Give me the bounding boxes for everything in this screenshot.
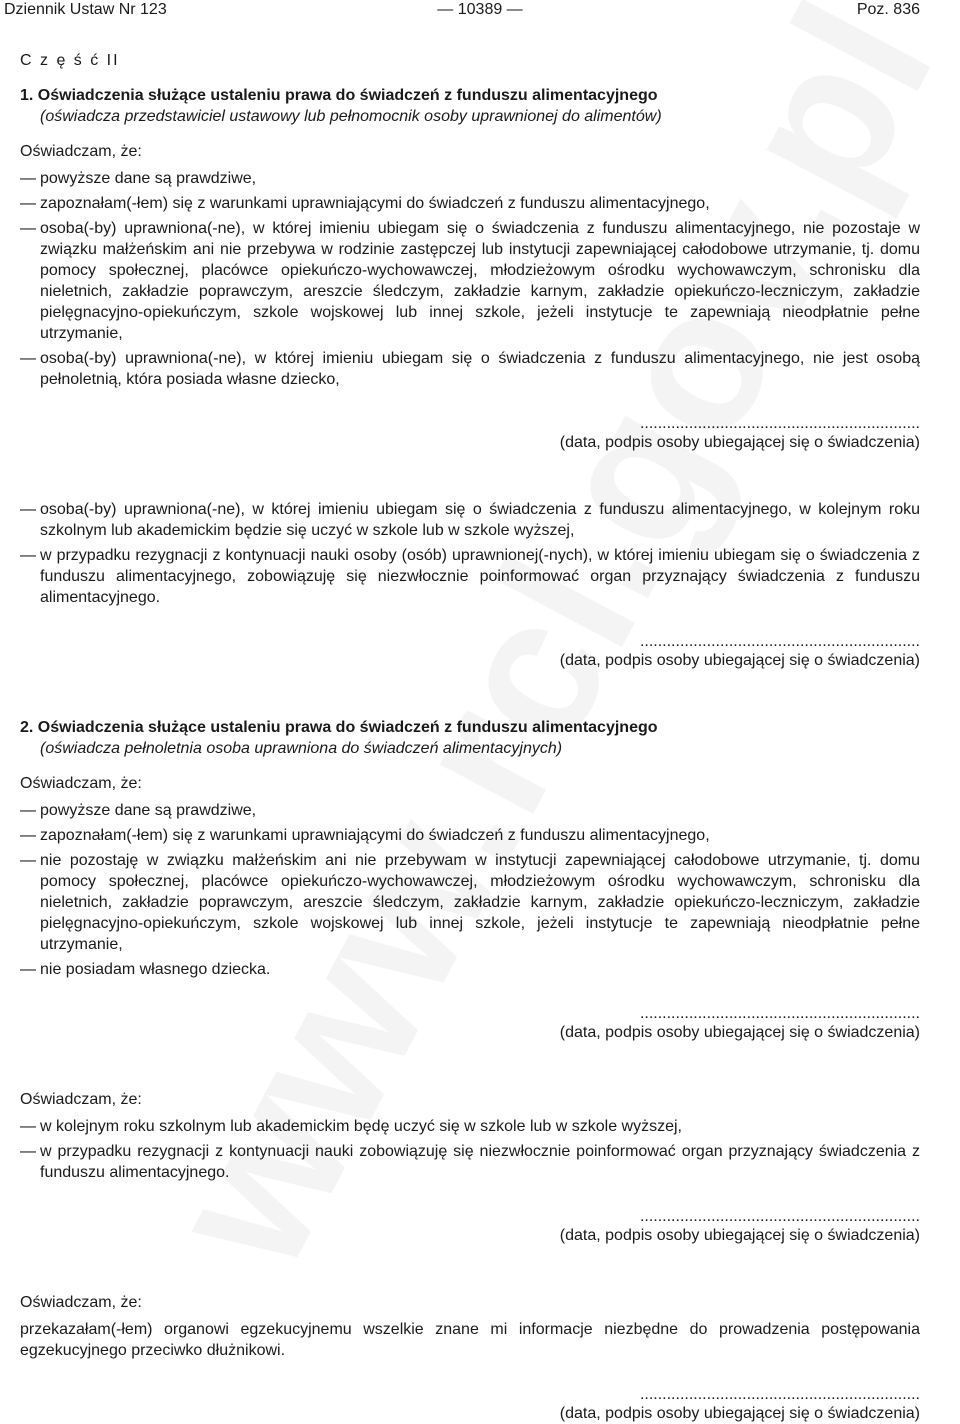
- declaration-paragraph: przekazałam(-łem) organowi egzekucyjnemu wszelkie znane mi informacje niezbędne do prowadzenia postępowania egzekucyjnego przeciwko dłużnikowi.: [20, 1321, 920, 1359]
- list-item: — w kolejnym roku szkolnym lub akademickim będę uczyć się w szkole lub w szkole wyższej,: [20, 1118, 682, 1135]
- list-item: — w przypadku rezygnacji z kontynuacji nauki zobowiązuję się niezwłocznie poinformować organ przyznający świadczenia z funduszu alimentacyjnego.: [20, 1143, 920, 1181]
- signature-caption: (data, podpis osoby ubiegającej się o świadczenia): [559, 1024, 920, 1041]
- signature-block: [20, 634, 920, 671]
- declaration-label: Oświadczam, że:: [20, 143, 142, 160]
- list-item: — powyższe dane są prawdziwe,: [20, 170, 257, 187]
- list-item: — zapoznałam(-łem) się z warunkami uprawniającymi do świadczeń z funduszu alimentacyjnego,: [20, 195, 710, 212]
- signature-block: [20, 1387, 920, 1424]
- signature-line: ...............................................................: [639, 415, 920, 432]
- declaration-label: Oświadczam, że:: [20, 1091, 142, 1108]
- position-number: Poz. 836: [856, 1, 920, 18]
- list-item: — nie posiadam własnego dziecka.: [20, 961, 271, 978]
- part-heading: C z ę ś ć II: [20, 52, 120, 69]
- signature-line: ...............................................................: [639, 1386, 920, 1403]
- signature-line: ...............................................................: [639, 1208, 920, 1225]
- list-item: — w przypadku rezygnacji z kontynuacji nauki osoby (osób) uprawnionej(-nych), w której imieniu ubiegam się o świadczenia z funduszu alimentacyjnego, zobowiązuję się niezwłocznie poinformować organ przyznający świadczenia z funduszu alimentacyjnego.: [20, 547, 920, 606]
- list-item: — powyższe dane są prawdziwe,: [20, 802, 257, 819]
- signature-line: ...............................................................: [639, 1005, 920, 1022]
- declaration-label: Oświadczam, że:: [20, 1294, 142, 1311]
- page-number: — 10389 —: [437, 1, 523, 18]
- signature-block: [20, 416, 920, 453]
- list-item: — zapoznałam(-łem) się z warunkami uprawniającymi do świadczeń z funduszu alimentacyjnego,: [20, 827, 710, 844]
- journal-title: Dziennik Ustaw Nr 123: [4, 1, 167, 18]
- section-2-subtitle: (oświadcza pełnoletnia osoba uprawniona do świadczeń alimentacyjnych): [40, 740, 563, 757]
- signature-caption: (data, podpis osoby ubiegającej się o świadczenia): [559, 1405, 920, 1422]
- section-2-title: 2. Oświadczenia służące ustaleniu prawa do świadczeń z funduszu alimentacyjnego: [20, 719, 658, 736]
- declaration-label: Oświadczam, że:: [20, 775, 142, 792]
- signature-block: [20, 1006, 920, 1043]
- list-item: — osoba(-by) uprawniona(-ne), w której imieniu ubiegam się o świadczenia z funduszu alimentacyjnego, nie pozostaje w związku małżeńskim ani nie przebywa w rodzinie zastępczej lub instytucji zapewniającej całodobowe utrzymanie, tj. domu pomocy społecznej, placówce opiekuńczo-wychowawczej, młodzieżowym ośrodku wychowawczym, schronisku dla nieletnich, zakładzie poprawczym, areszcie śledczym, zakładzie karnym, zakładzie opiekuńczo-leczniczym, zakładzie pielęgnacyjno-opiekuńczym, szkole wojskowej lub innej szkole, jeżeli instytucje te zapewniają nieodpłatnie pełne utrzymanie,: [20, 220, 920, 342]
- signature-block: [20, 1209, 920, 1246]
- signature-caption: (data, podpis osoby ubiegającej się o świadczenia): [559, 652, 920, 669]
- signature-line: ...............................................................: [639, 633, 920, 650]
- list-item: — osoba(-by) uprawniona(-ne), w której imieniu ubiegam się o świadczenia z funduszu alimentacyjnego, nie jest osobą pełnoletnią, która posiada własne dziecko,: [20, 350, 920, 388]
- list-item: — osoba(-by) uprawniona(-ne), w której imieniu ubiegam się o świadczenia z funduszu alimentacyjnego, w kolejnym roku szkolnym lub akademickim będzie się uczyć w szkole lub w szkole wyższej,: [20, 501, 920, 539]
- section-1-subtitle: (oświadcza przedstawiciel ustawowy lub pełnomocnik osoby uprawnionej do alimentów): [40, 108, 662, 125]
- section-1-title: 1. Oświadczenia służące ustaleniu prawa do świadczeń z funduszu alimentacyjnego: [20, 87, 658, 104]
- page-header: [0, 0, 960, 26]
- signature-caption: (data, podpis osoby ubiegającej się o świadczenia): [559, 1227, 920, 1244]
- signature-caption: (data, podpis osoby ubiegającej się o świadczenia): [559, 434, 920, 451]
- document-body: [20, 50, 920, 1424]
- list-item: — nie pozostaję w związku małżeńskim ani nie przebywam w instytucji zapewniającej całodobowe utrzymanie, tj. domu pomocy społecznej, placówce opiekuńczo-wychowawczej, młodzieżowym ośrodku wychowawczym, schronisku dla nieletnich, zakładzie poprawczym, areszcie śledczym, zakładzie karnym, zakładzie opiekuńczo-leczniczym, zakładzie pielęgnacyjno-opiekuńczym, szkole wojskowej lub innej szkole, jeżeli instytucje te zapewniają nieodpłatnie pełne utrzymanie,: [20, 852, 920, 953]
